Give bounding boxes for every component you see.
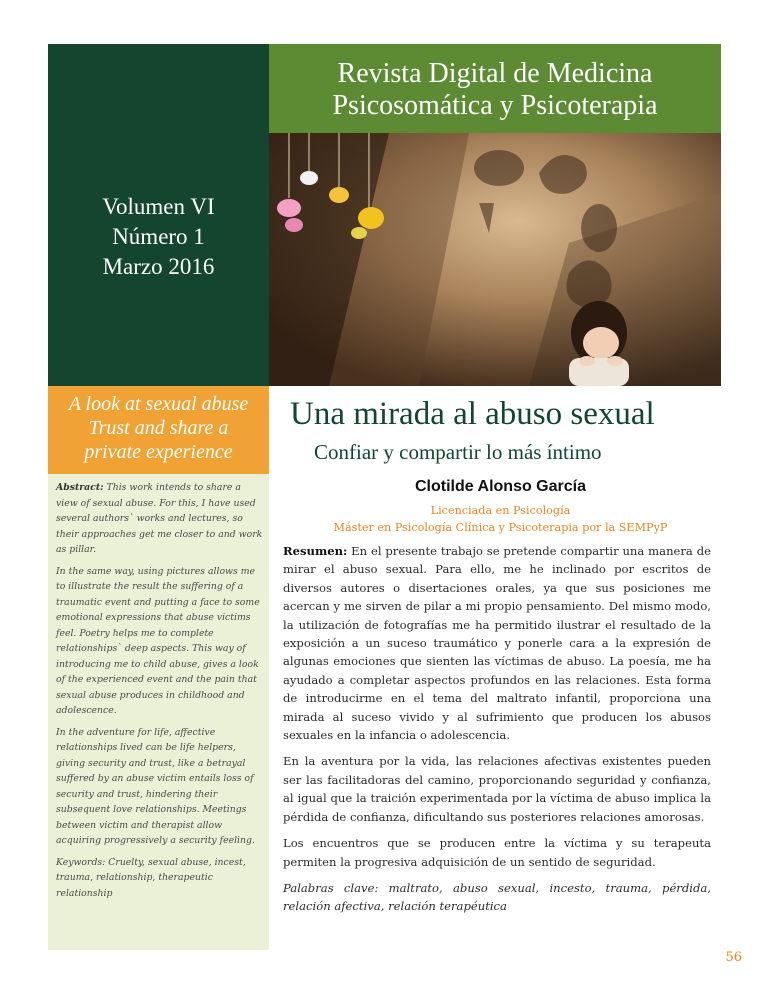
english-abstract	[56, 480, 263, 907]
cover-photo	[269, 133, 721, 386]
abstract-paragraph-3: In the adventure for life, affective relationships lived can be life helpers, giving security and trust, like a betrayal suffered by an abuse victim entails loss of security and trust, hindering their subsequent love relationships. Meetings between victim and therapist allow acquiring progressively a security feeling.	[56, 726, 255, 846]
resumen-label: Resumen:	[283, 544, 348, 558]
volume-label: Volumen VI	[102, 194, 215, 219]
resumen-paragraph-2: En la aventura por la vida, las relaciones afectivas existentes pueden ser las facilitadoras del camino, proporcionando seguridad y confianza, al igual que la traición experimentada por la víctima de abuso implica la pérdida de confianza, dificultando sus posteriores relaciones amorosas.	[283, 754, 711, 824]
spanish-summary	[283, 542, 711, 924]
resumen-paragraph-1: Resumen: En el presente trabajo se pretende compartir una manera de mirar el abuso sexual. Para ello, me he inclinado por escritos de diversos autores o disertaciones orales, ya que sus posiciones me acercan y me sirven de pilar a mi propio pensamiento. Del mismo modo, la utilización de fotografías me ha permitido ilustrar el resultado de la exposición a un suceso traumático y ponerle cara a la expresión de algunas emociones que sienten las víctimas de abuso. La poesía, me ha ayudado a completar aspectos profundos en las relaciones. Esta forma de introducirme en el tema del maltrato infantil, proporciona una mirada al suceso vivido y al sufrimiento que producen los abusos sexuales en la infancia o adolescencia.	[283, 544, 711, 743]
resumen-paragraph-3: Los encuentros que se producen entre la víctima y su terapeuta permiten la progresiva adquisición de un sentido de seguridad.	[283, 836, 711, 869]
date-label: Marzo 2016	[102, 254, 215, 279]
abstract-paragraph-1: Abstract: This work intends to share a view of sexual abuse. For this, I have used several authors` works and lectures, so their approaches get me closer to and work as pillar.	[56, 482, 263, 555]
author-affiliation: Licenciada en Psicología Máster en Psicología Clínica y Psicoterapia por la SEMPyP	[333, 504, 668, 534]
english-title: A look at sexual abuse Trust and share a private experience	[68, 393, 249, 463]
spanish-keywords: Palabras clave: maltrato, abuso sexual, incesto, trauma, pérdida, relación afectiva, relación terapéutica	[283, 880, 711, 914]
english-keywords: Keywords: Cruelty, sexual abuse, incest, trauma, relationship, therapeutic relationship	[56, 856, 246, 899]
page-number: 56	[725, 950, 742, 965]
number-label: Número 1	[112, 224, 205, 249]
english-title-box	[48, 386, 269, 474]
article-subtitle: Confiar y compartir lo más íntimo	[314, 440, 602, 464]
article-title: Una mirada al abuso sexual	[290, 396, 655, 432]
child-shadow-illustration	[269, 133, 721, 386]
keywords-label: Palabras clave:	[283, 880, 379, 895]
issue-info	[48, 192, 269, 282]
journal-title: Revista Digital de Medicina Psicosomática y Psicoterapia	[332, 58, 658, 121]
english-abstract-box	[48, 474, 269, 950]
abstract-paragraph-2: In the same way, using pictures allows me to illustrate the result the suffering of a traumatic event and putting a face to some emotional expressions that abuse victims feel. Poetry helps me to complete relationships` deep aspects. This way of introducing me to child abuse, gives a look of the experienced event and the pain that sexual abuse produces in childhood and adolescence.	[56, 565, 260, 716]
abstract-label: Abstract:	[56, 482, 104, 493]
journal-title-banner	[269, 44, 721, 133]
author-name: Clotilde Alonso García	[415, 478, 586, 495]
